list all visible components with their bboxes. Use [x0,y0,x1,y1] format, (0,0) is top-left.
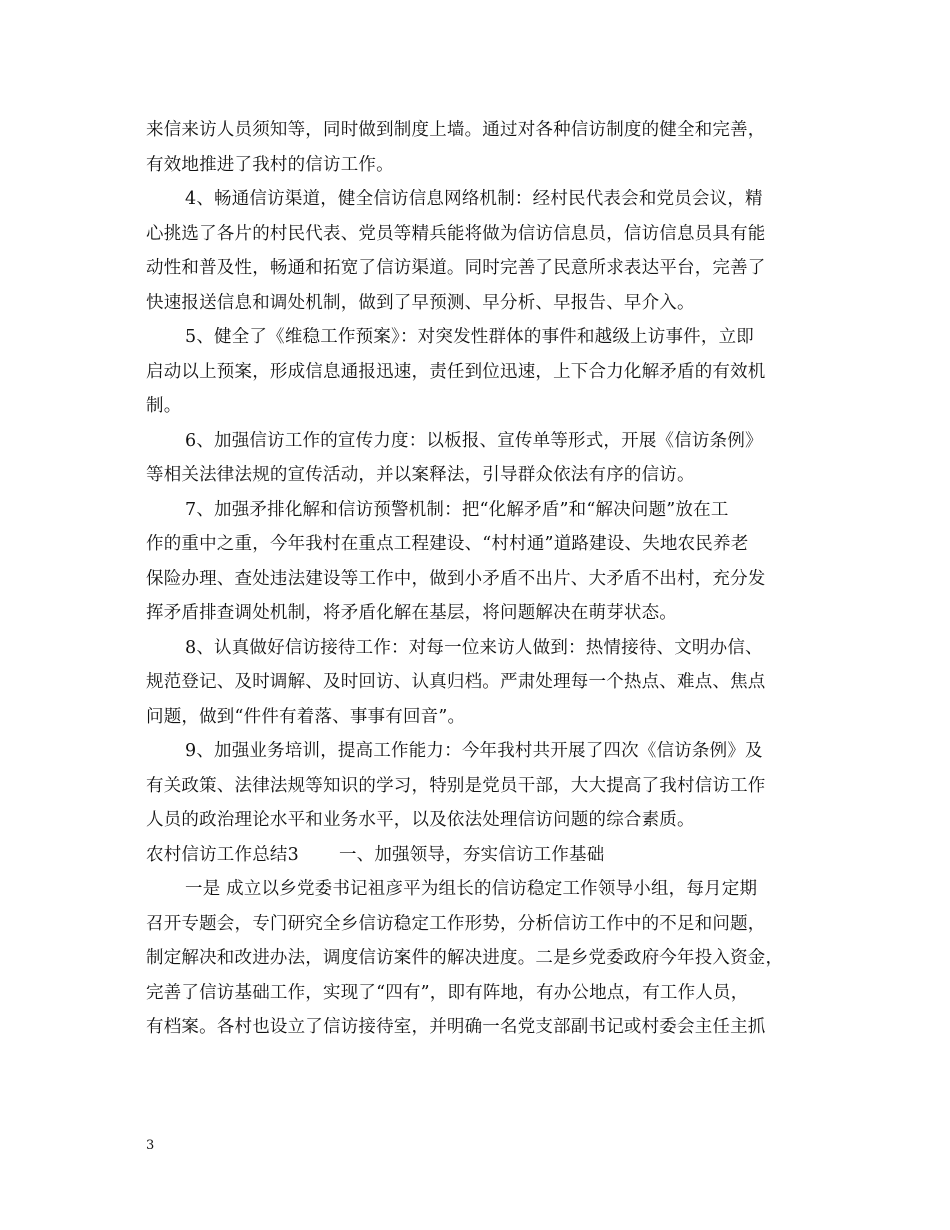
text-line: 召开专题会，专门研究全乡信访稳定工作形势，分析信访工作中的不足和问题， [146,913,766,934]
text-line: 来信来访人员须知等，同时做到制度上墙。通过对各种信访制度的健全和完善， [146,120,766,140]
text-line: 挥矛盾排查调处机制，将矛盾化解在基层，将问题解决在萌芽状态。 [146,603,677,623]
text-line: 心挑选了各片的村民代表、党员等精兵能将做为信访信息员，信访信息员具有能 [146,223,766,244]
paragraph-5-line: 5、健全了《维稳工作预案》：对突发性群体的事件和越级上访事件，立即 [185,327,754,347]
paragraph-6-line: 6、加强信访工作的宣传力度：以板报、宣传单等形式，开展《信访条例》 [185,430,763,451]
section-heading [146,838,806,873]
section-subtitle: 一、加强领导，夯实信访工作基础 [338,844,605,865]
text-line: 问题，做到“件件有着落、事事有回音”。 [146,706,466,727]
text-line: 保险办理、查处违法建设等工作中，做到小矛盾不出片、大矛盾不出村，充分发 [146,568,766,589]
text-line: 有档案。各村也设立了信访接待室，并明确一名党支部副书记或村委会主任主抓 [146,1017,766,1037]
text-line: 制定解决和改进办法，调度信访案件的解决进度。二是乡党委政府今年投入资金， [146,948,784,968]
page-number: 3 [146,1138,155,1153]
text-line: 人员的政治理论水平和业务水平，以及依法处理信访问题的综合素质。 [146,810,695,830]
paragraph-9-line: 9、加强业务培训，提高工作能力：今年我村共开展了四次《信访条例》及 [185,741,763,761]
text-line: 规范登记、及时调解、及时回访、认真归档。严肃处理每一个热点、难点、焦点 [146,672,766,692]
text-line: 动性和普及性，畅通和拓宽了信访渠道。同时完善了民意所求表达平台，完善了 [146,258,766,278]
text-line: 制。 [146,396,182,416]
text-line: 启动以上预案，形成信息通报迅速，责任到位迅速，上下合力化解矛盾的有效机 [146,361,766,382]
paragraph-first-line: 一是 成立以乡党委书记祖彦平为组长的信访稳定工作领导小组，每月定期 [185,879,758,899]
text-line: 作的重中之重，今年我村在重点工程建设、“村村通”道路建设、失地农民养老 [146,534,749,554]
paragraph-4-line: 4、畅通信访渠道，健全信访信息网络机制：经村民代表会和党员会议，精 [185,189,763,209]
section-title: 农村信访工作总结3 [146,844,299,865]
document-body [146,113,806,1045]
text-line: 快速报送信息和调处机制，做到了早预测、早分析、早报告、早介入。 [146,292,695,313]
text-line: 有效地推进了我村的信访工作。 [146,154,394,175]
text-line: 完善了信访基础工作，实现了“四有”，即有阵地，有办公地点，有工作人员， [146,982,749,1003]
paragraph-8-line: 8、认真做好信访接待工作：对每一位来访人做到：热情接待、文明办信、 [185,637,763,658]
paragraph-7-line: 7、加强矛排化解和信访预警机制：把“化解矛盾”和“解决问题”放在工 [185,499,729,520]
text-line: 等相关法律法规的宣传活动，并以案释法，引导群众依法有序的信访。 [146,465,695,485]
text-line: 有关政策、法律法规等知识的学习，特别是党员干部，大大提高了我村信访工作 [146,775,766,796]
